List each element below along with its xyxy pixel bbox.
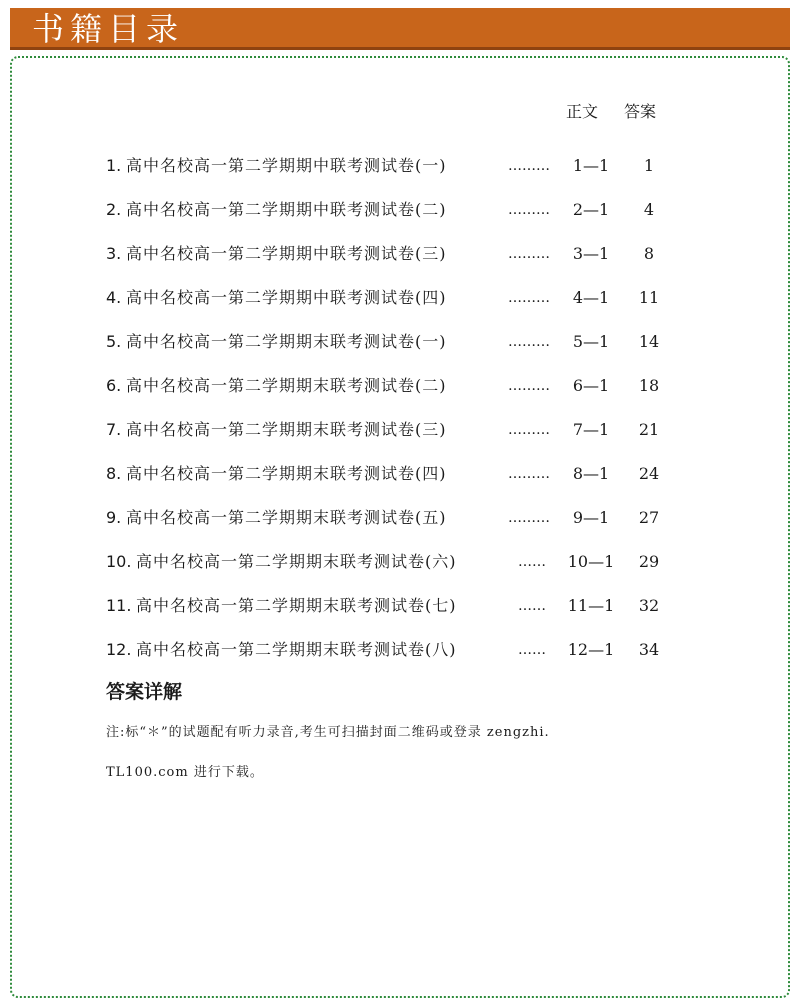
toc-row[interactable]	[106, 637, 666, 663]
toc-title: 高中名校高一第二学期期末联考测试卷(五)	[126, 508, 447, 527]
toc-number: 3.	[106, 244, 122, 263]
column-header-answer: 答案	[624, 102, 657, 121]
toc-page-number: 1—1	[572, 156, 610, 175]
toc-page-number: 7—1	[572, 420, 610, 439]
note-line-1: 注:标“＊”的试题配有听力录音,考生可扫描封面二维码或登录 zengzhi.	[106, 725, 550, 740]
toc-row[interactable]	[106, 373, 666, 399]
toc-row[interactable]	[106, 153, 666, 179]
toc-page-number: 6—1	[572, 376, 610, 395]
toc-leader-dots: ………	[508, 510, 550, 526]
toc-row[interactable]	[106, 241, 666, 267]
toc-answer-page: 8	[643, 244, 655, 263]
toc-answer-page: 34	[638, 640, 660, 659]
page-title: 书籍目录	[32, 10, 185, 48]
toc-page-number: 11—1	[567, 596, 615, 615]
toc-answer-page: 21	[638, 420, 660, 439]
toc-leader-dots: ……	[518, 642, 546, 658]
toc-leader-dots: ………	[508, 334, 550, 350]
toc-answer-page: 1	[643, 156, 655, 175]
toc-page-number: 8—1	[572, 464, 610, 483]
toc-row[interactable]	[106, 593, 666, 619]
toc-title: 高中名校高一第二学期期中联考测试卷(一)	[126, 156, 447, 175]
toc-answer-page: 32	[638, 596, 660, 615]
toc-leader-dots: ………	[508, 246, 550, 262]
toc-title: 高中名校高一第二学期期末联考测试卷(一)	[126, 332, 447, 351]
toc-title: 高中名校高一第二学期期中联考测试卷(四)	[126, 288, 447, 307]
toc-page-number: 12—1	[567, 640, 615, 659]
toc-page-number: 2—1	[572, 200, 610, 219]
toc-leader-dots: ……	[518, 554, 546, 570]
toc-number: 10.	[106, 552, 132, 571]
toc-title: 高中名校高一第二学期期末联考测试卷(三)	[126, 420, 447, 439]
toc-page-number: 10—1	[567, 552, 615, 571]
toc-answer-page: 14	[638, 332, 660, 351]
toc-answer-page: 4	[643, 200, 655, 219]
toc-page-number: 4—1	[572, 288, 610, 307]
toc-number: 9.	[106, 508, 122, 527]
toc-number: 2.	[106, 200, 122, 219]
toc-row[interactable]	[106, 461, 666, 487]
toc-leader-dots: ………	[508, 466, 550, 482]
toc-title: 高中名校高一第二学期期中联考测试卷(二)	[126, 200, 447, 219]
column-header-main: 正文	[566, 102, 599, 121]
toc-page-number: 9—1	[572, 508, 610, 527]
answers-heading: 答案详解	[106, 681, 183, 703]
toc-title: 高中名校高一第二学期期中联考测试卷(三)	[126, 244, 447, 263]
toc-row[interactable]	[106, 549, 666, 575]
toc-page-number: 3—1	[572, 244, 610, 263]
toc-answer-page: 11	[638, 288, 660, 307]
toc-answer-page: 18	[638, 376, 660, 395]
toc-row[interactable]	[106, 285, 666, 311]
toc-row[interactable]	[106, 505, 666, 531]
note-line-2: TL100.com 进行下载。	[106, 765, 264, 780]
toc-leader-dots: ………	[508, 158, 550, 174]
header-bar	[10, 8, 790, 50]
toc-leader-dots: ………	[508, 290, 550, 306]
toc-title: 高中名校高一第二学期期末联考测试卷(八)	[136, 640, 457, 659]
toc-title: 高中名校高一第二学期期末联考测试卷(六)	[136, 552, 457, 571]
toc-title: 高中名校高一第二学期期末联考测试卷(四)	[126, 464, 447, 483]
toc-leader-dots: ………	[508, 378, 550, 394]
toc-answer-page: 27	[638, 508, 660, 527]
toc-row[interactable]	[106, 417, 666, 443]
toc-leader-dots: ………	[508, 422, 550, 438]
toc-leader-dots: ……	[518, 598, 546, 614]
toc-number: 7.	[106, 420, 122, 439]
toc-number: 5.	[106, 332, 122, 351]
toc-row[interactable]	[106, 329, 666, 355]
toc-number: 12.	[106, 640, 132, 659]
toc-answer-page: 24	[638, 464, 660, 483]
toc-row[interactable]	[106, 197, 666, 223]
toc-title: 高中名校高一第二学期期末联考测试卷(二)	[126, 376, 447, 395]
toc-number: 11.	[106, 596, 132, 615]
toc-number: 6.	[106, 376, 122, 395]
toc-page-number: 5—1	[572, 332, 610, 351]
toc-answer-page: 29	[638, 552, 660, 571]
toc-number: 8.	[106, 464, 122, 483]
toc-leader-dots: ………	[508, 202, 550, 218]
toc-number: 1.	[106, 156, 122, 175]
toc-title: 高中名校高一第二学期期末联考测试卷(七)	[136, 596, 457, 615]
toc-number: 4.	[106, 288, 122, 307]
